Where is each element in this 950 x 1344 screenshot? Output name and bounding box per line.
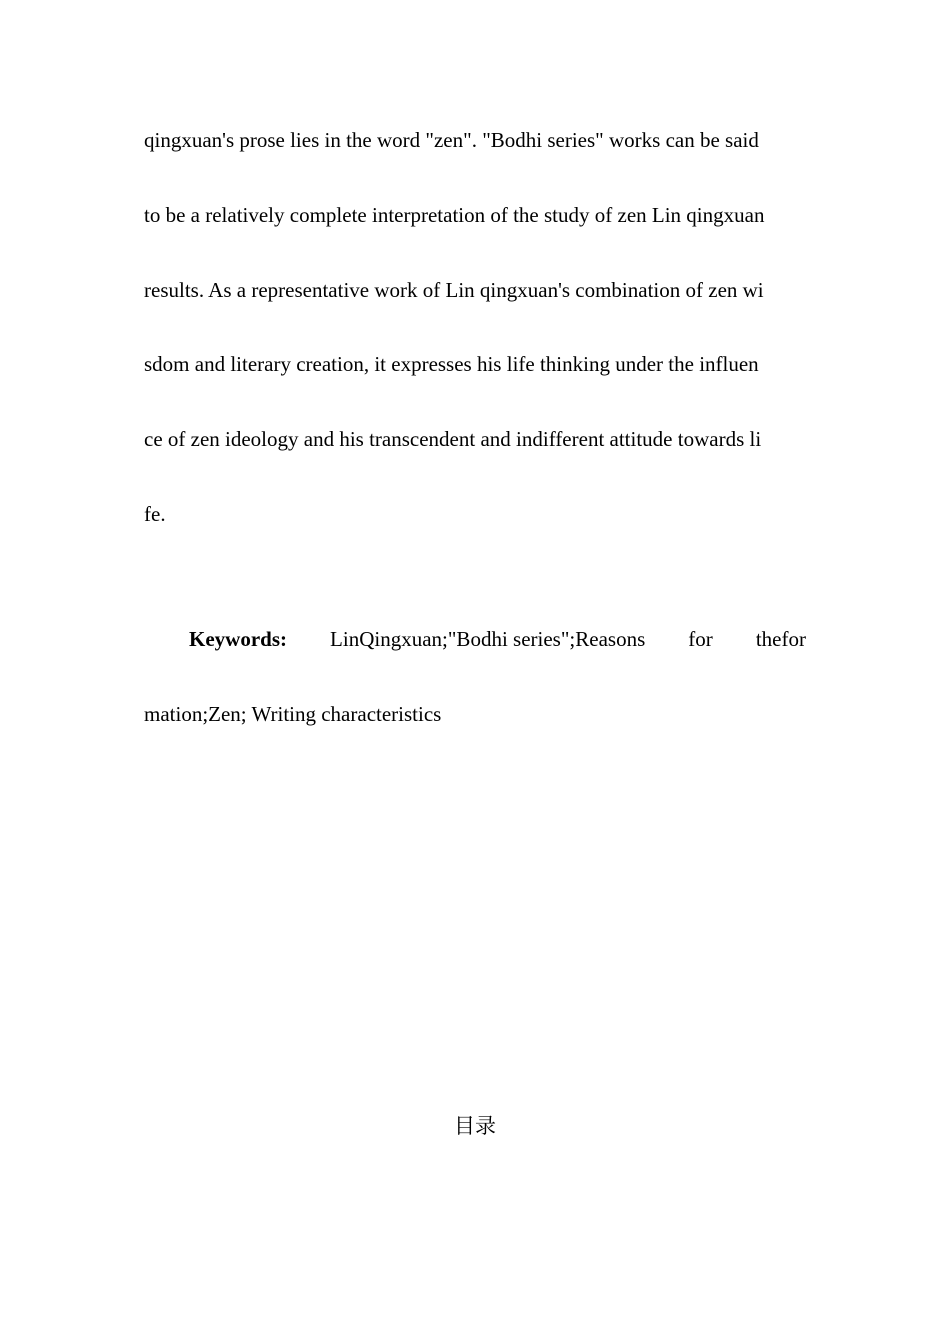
keyword-text-1: LinQingxuan;"Bodhi series";Reasons — [330, 627, 646, 651]
abstract-line-1: qingxuan's prose lies in the word "zen". "Bodhi series" works can be said — [144, 128, 759, 152]
keyword-text-2: for — [688, 627, 713, 651]
keyword-text-3: thefor — [755, 627, 806, 651]
toc-title: 目录 — [454, 1114, 496, 1138]
abstract-line-2: to be a relatively complete interpretation of the study of zen Lin qingxuan — [144, 203, 765, 227]
abstract-line-5: ce of zen ideology and his transcendent and indifferent attitude towards li — [144, 427, 762, 451]
abstract-line-4: sdom and literary creation, it expresses his life thinking under the influen — [144, 352, 759, 376]
keywords-label: Keywords: — [189, 627, 287, 651]
abstract-line-6: fe. — [144, 502, 166, 526]
keywords-line-2: mation;Zen; Writing characteristics — [144, 702, 442, 726]
keywords-line-1 — [144, 625, 806, 653]
abstract-line-3: results. As a representative work of Lin qingxuan's combination of zen wi — [144, 278, 764, 302]
